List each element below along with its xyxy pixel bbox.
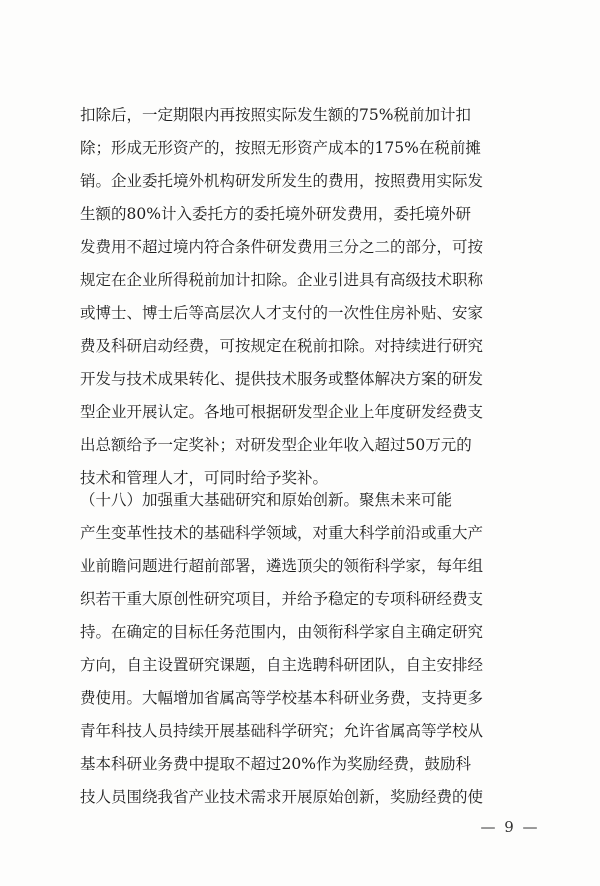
text-line: 方向，自主设置研究课题，自主选聘科研团队，自主安排经 xyxy=(80,656,484,674)
text-line: 费及科研启动经费，可按规定在税前扣除。对持续进行研究 xyxy=(80,337,484,355)
text-line: 产生变革性技术的基础科学领域，对重大科学前沿或重大产 xyxy=(80,524,484,542)
paragraph-tax-deduction xyxy=(80,99,520,495)
text-line: 出总额给予一定奖补；对研发型企业年收入超过50万元的 xyxy=(80,436,472,454)
text-line: 规定在企业所得税前加计扣除。企业引进具有高级技术职称 xyxy=(80,271,484,289)
text-line: 技人员围绕我省产业技术需求开展原始创新，奖励经费的使 xyxy=(80,788,484,806)
text-line: 基本科研业务费中提取不超过20%作为奖励经费，鼓励科 xyxy=(80,755,471,773)
text-line: 或博士、博士后等高层次人才支付的一次性住房补贴、安家 xyxy=(80,304,484,322)
text-line: （十八）加强重大基础研究和原始创新。聚焦未来可能 xyxy=(80,491,453,509)
text-line: 扣除后，一定期限内再按照实际发生额的75%税前加计扣 xyxy=(80,106,471,124)
text-line: 型企业开展认定。各地可根据研发型企业上年度研发经费支 xyxy=(80,403,484,421)
text-line: 织若干重大原创性研究项目，并给予稳定的专项科研经费支 xyxy=(80,590,484,608)
text-line: 青年科技人员持续开展基础科学研究；允许省属高等学校从 xyxy=(80,722,484,740)
text-line: 开发与技术成果转化、提供技术服务或整体解决方案的研发 xyxy=(80,370,484,388)
text-line: 发费用不超过境内符合条件研发费用三分之二的部分，可按 xyxy=(80,238,484,256)
text-line: 销。企业委托境外机构研发所发生的费用，按照费用实际发 xyxy=(80,172,484,190)
paragraph-basic-research xyxy=(80,484,520,814)
page-number: — 9 — xyxy=(480,818,540,836)
text-line: 业前瞻问题进行超前部署，遴选顶尖的领衔科学家，每年组 xyxy=(80,557,484,575)
text-line: 费使用。大幅增加省属高等学校基本科研业务费，支持更多 xyxy=(80,689,484,707)
text-line: 生额的80%计入委托方的委托境外研发费用，委托境外研 xyxy=(80,205,471,223)
text-line: 持。在确定的目标任务范围内，由领衔科学家自主确定研究 xyxy=(80,623,484,641)
text-line: 技术和管理人才，可同时给予奖补。 xyxy=(80,469,329,487)
text-line: 除；形成无形资产的，按照无形资产成本的175%在税前摊 xyxy=(80,139,481,157)
